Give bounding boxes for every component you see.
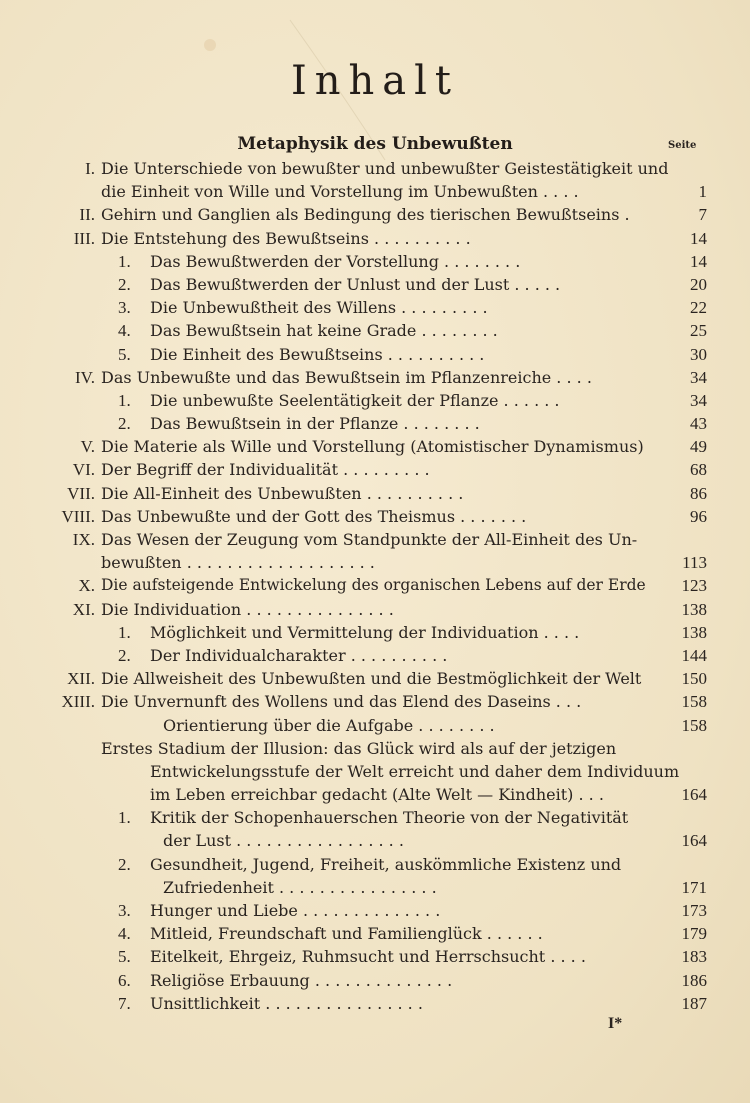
toc-entry-title: Der Begriff der Individualität . . . . . . . . . bbox=[101, 460, 430, 480]
toc-entry-title: Das Bewußtwerden der Unlust und der Lust . . . . . bbox=[150, 274, 561, 294]
toc-entry-title: Die Individuation . . . . . . . . . . . . . . . bbox=[101, 599, 394, 619]
toc-entry-number: 2. bbox=[118, 274, 131, 294]
toc-entry bbox=[0, 250, 750, 273]
signature-mark: I* bbox=[608, 1015, 623, 1032]
toc-entry bbox=[0, 899, 750, 922]
toc-entry-page: 144 bbox=[681, 645, 707, 665]
toc-entry bbox=[0, 227, 750, 250]
toc-entry-page: 68 bbox=[690, 460, 707, 480]
toc-entry-title: Die Unterschiede von bewußter und unbewußter Geistestätigkeit und bbox=[101, 159, 669, 178]
toc-entry-page: 179 bbox=[681, 924, 707, 944]
toc-entry bbox=[0, 343, 750, 366]
toc-entry-number: IV. bbox=[75, 367, 95, 387]
toc-entry-title: Der Individualcharakter . . . . . . . . . . bbox=[150, 645, 448, 665]
toc-entry-title: Religiöse Erbauung . . . . . . . . . . . . . . bbox=[150, 970, 453, 990]
toc-entry-title: bewußten . . . . . . . . . . . . . . . . . . . bbox=[101, 553, 375, 573]
toc-entry-page: 171 bbox=[681, 877, 707, 897]
toc-entry-number: 1. bbox=[118, 622, 131, 642]
toc-entry bbox=[0, 992, 750, 1015]
toc-entry bbox=[0, 644, 750, 667]
table-of-contents bbox=[0, 157, 750, 1015]
toc-entry-number: II. bbox=[79, 205, 95, 225]
toc-entry-title: Das Unbewußte und das Bewußtsein im Pflanzenreiche . . . . bbox=[101, 367, 592, 387]
toc-entry-number: 6. bbox=[118, 970, 131, 990]
toc-entry bbox=[0, 876, 750, 899]
toc-entry bbox=[0, 389, 750, 412]
toc-entry bbox=[0, 922, 750, 945]
toc-entry-title: Die unbewußte Seelentätigkeit der Pflanze . . . . . . bbox=[150, 390, 560, 410]
toc-entry-title: Gesundheit, Jugend, Freiheit, auskömmliche Existenz und bbox=[150, 854, 622, 874]
toc-entry-title: Eitelkeit, Ehrgeiz, Ruhmsucht und Herrschsucht . . . . bbox=[150, 947, 586, 967]
toc-entry-number: 5. bbox=[118, 344, 131, 364]
toc-entry-title: Die Entstehung des Bewußtseins . . . . . . . . . . bbox=[101, 228, 471, 248]
toc-entry-number: I. bbox=[85, 159, 95, 178]
toc-entry bbox=[0, 435, 750, 458]
toc-entry-page: 150 bbox=[681, 669, 707, 689]
toc-entry bbox=[0, 505, 750, 528]
toc-entry-title: Das Bewußtwerden der Vorstellung . . . . . . . . bbox=[150, 251, 521, 271]
toc-entry-page: 49 bbox=[690, 437, 707, 457]
toc-entry-page: 34 bbox=[690, 390, 707, 410]
toc-entry-title: Die aufsteigende Entwickelung des organischen Lebens auf der Erde bbox=[101, 576, 646, 595]
toc-entry bbox=[0, 760, 750, 783]
toc-entry-number: VII. bbox=[67, 483, 95, 503]
toc-entry-page: 86 bbox=[690, 483, 707, 503]
toc-entry-page: 14 bbox=[690, 228, 707, 248]
toc-entry bbox=[0, 482, 750, 505]
toc-entry-page: 186 bbox=[681, 970, 707, 990]
toc-entry bbox=[0, 273, 750, 296]
toc-entry-number: 3. bbox=[118, 298, 131, 318]
toc-entry-title: Die Allweisheit des Unbewußten und die Bestmöglichkeit der Welt bbox=[101, 669, 642, 689]
toc-entry-title: Das Unbewußte und der Gott des Theismus . . . . . . . bbox=[101, 506, 527, 526]
section-heading: Metaphysik des Unbewußten bbox=[237, 134, 513, 154]
toc-entry-number: 2. bbox=[118, 645, 131, 665]
toc-entry-page: 34 bbox=[690, 367, 707, 387]
toc-entry bbox=[0, 621, 750, 644]
toc-entry-title: der Lust . . . . . . . . . . . . . . . . . bbox=[163, 831, 404, 851]
toc-entry-number: XIII. bbox=[61, 692, 95, 712]
toc-entry-page: 158 bbox=[681, 715, 707, 735]
toc-entry-number: 3. bbox=[118, 901, 131, 920]
toc-entry-page: 138 bbox=[681, 599, 707, 619]
toc-entry-number: V. bbox=[80, 437, 95, 457]
toc-entry-title: Mitleid, Freundschaft und Familienglück . . . . . . bbox=[150, 924, 543, 944]
toc-entry-page: 187 bbox=[681, 993, 707, 1013]
toc-entry-number: 2. bbox=[118, 414, 131, 434]
toc-entry-title: Zufriedenheit . . . . . . . . . . . . . . . . bbox=[163, 877, 437, 897]
toc-entry-page: 7 bbox=[698, 205, 707, 225]
toc-entry-number: VIII. bbox=[61, 506, 95, 526]
toc-entry-title: Möglichkeit und Vermittelung der Individuation . . . . bbox=[150, 622, 580, 642]
toc-entry-page: 14 bbox=[690, 251, 707, 271]
toc-entry-number: XII. bbox=[67, 669, 95, 689]
toc-entry bbox=[0, 203, 750, 226]
toc-entry-title: Die All-Einheit des Unbewußten . . . . . . . . . . bbox=[101, 483, 464, 503]
toc-entry-page: 164 bbox=[681, 831, 707, 851]
toc-entry bbox=[0, 806, 750, 829]
toc-entry-title: Die Materie als Wille und Vorstellung (Atomistischer Dynamismus) bbox=[101, 437, 644, 457]
toc-entry bbox=[0, 366, 750, 389]
toc-entry-number: III. bbox=[73, 228, 95, 248]
toc-entry bbox=[0, 180, 750, 203]
toc-entry bbox=[0, 319, 750, 342]
toc-entry-number: IX. bbox=[72, 530, 95, 549]
toc-entry-title: Erstes Stadium der Illusion: das Glück wird als auf der jetzigen bbox=[101, 738, 617, 758]
toc-entry bbox=[0, 945, 750, 968]
toc-entry bbox=[0, 853, 750, 876]
toc-entry-page: 173 bbox=[681, 901, 707, 920]
toc-entry-number: 1. bbox=[118, 808, 131, 828]
toc-entry-page: 20 bbox=[690, 274, 707, 294]
page-column-label: Seite bbox=[668, 140, 697, 151]
toc-entry-title: Kritik der Schopenhauerschen Theorie von der Negativität bbox=[150, 808, 629, 828]
toc-entry bbox=[0, 829, 750, 852]
toc-entry-page: 113 bbox=[682, 553, 707, 573]
toc-entry-page: 22 bbox=[690, 298, 707, 318]
toc-entry bbox=[0, 598, 750, 621]
toc-entry-page: 123 bbox=[681, 576, 707, 596]
toc-entry-page: 158 bbox=[681, 692, 707, 712]
toc-entry bbox=[0, 528, 750, 551]
toc-entry-number: 5. bbox=[118, 947, 131, 967]
toc-entry-page: 96 bbox=[690, 506, 707, 526]
toc-entry-page: 138 bbox=[681, 622, 707, 642]
toc-entry-number: 1. bbox=[118, 390, 131, 410]
toc-entry-number: X. bbox=[78, 576, 95, 596]
toc-entry bbox=[0, 157, 750, 180]
toc-entry-page: 25 bbox=[690, 321, 707, 341]
toc-entry-number: 4. bbox=[118, 321, 131, 341]
toc-entry-page: 1 bbox=[698, 182, 707, 202]
toc-entry-number: 1. bbox=[118, 251, 131, 271]
toc-entry-title: Die Unvernunft des Wollens und das Elend des Daseins . . . bbox=[101, 692, 582, 712]
toc-entry bbox=[0, 690, 750, 713]
toc-entry bbox=[0, 714, 750, 737]
toc-entry bbox=[0, 574, 750, 597]
toc-entry bbox=[0, 412, 750, 435]
toc-entry-title: Orientierung über die Aufgabe . . . . . . . . bbox=[163, 715, 495, 735]
toc-entry-page: 30 bbox=[690, 344, 707, 364]
toc-entry bbox=[0, 458, 750, 481]
toc-entry-number: 4. bbox=[118, 924, 131, 944]
toc-entry-page: 183 bbox=[681, 947, 707, 967]
toc-entry-title: im Leben erreichbar gedacht (Alte Welt — Kindheit) . . . bbox=[150, 785, 604, 805]
toc-entry-number: 2. bbox=[118, 854, 131, 874]
toc-entry-page: 164 bbox=[681, 785, 707, 805]
toc-entry-title: Das Bewußtsein in der Pflanze . . . . . . . . bbox=[150, 414, 480, 434]
toc-entry bbox=[0, 737, 750, 760]
toc-entry bbox=[0, 667, 750, 690]
toc-entry-page: 43 bbox=[690, 414, 707, 434]
toc-entry bbox=[0, 969, 750, 992]
toc-entry-title: Gehirn und Ganglien als Bedingung des tierischen Bewußtseins . bbox=[101, 205, 630, 225]
toc-entry-number: XI. bbox=[72, 599, 95, 619]
toc-entry-number: VI. bbox=[72, 460, 95, 480]
toc-entry bbox=[0, 296, 750, 319]
toc-entry-title: Die Einheit des Bewußtseins . . . . . . . . . . bbox=[150, 344, 485, 364]
toc-entry-title: Die Unbewußtheit des Willens . . . . . . . . . bbox=[150, 298, 488, 318]
toc-entry bbox=[0, 551, 750, 574]
toc-entry-title: Entwickelungsstufe der Welt erreicht und daher dem Individuum bbox=[150, 761, 680, 781]
page-title: Inhalt bbox=[290, 58, 460, 104]
toc-entry-title: Unsittlichkeit . . . . . . . . . . . . . . . . bbox=[150, 993, 423, 1013]
toc-entry-title: Hunger und Liebe . . . . . . . . . . . . . . bbox=[150, 901, 441, 920]
toc-entry-title: Das Wesen der Zeugung vom Standpunkte der All-Einheit des Un- bbox=[101, 530, 638, 549]
toc-entry-title: Das Bewußtsein hat keine Grade . . . . . . . . bbox=[150, 321, 498, 341]
toc-entry-title: die Einheit von Wille und Vorstellung im Unbewußten . . . . bbox=[101, 182, 579, 202]
toc-entry-number: 7. bbox=[118, 993, 131, 1013]
toc-entry bbox=[0, 783, 750, 806]
